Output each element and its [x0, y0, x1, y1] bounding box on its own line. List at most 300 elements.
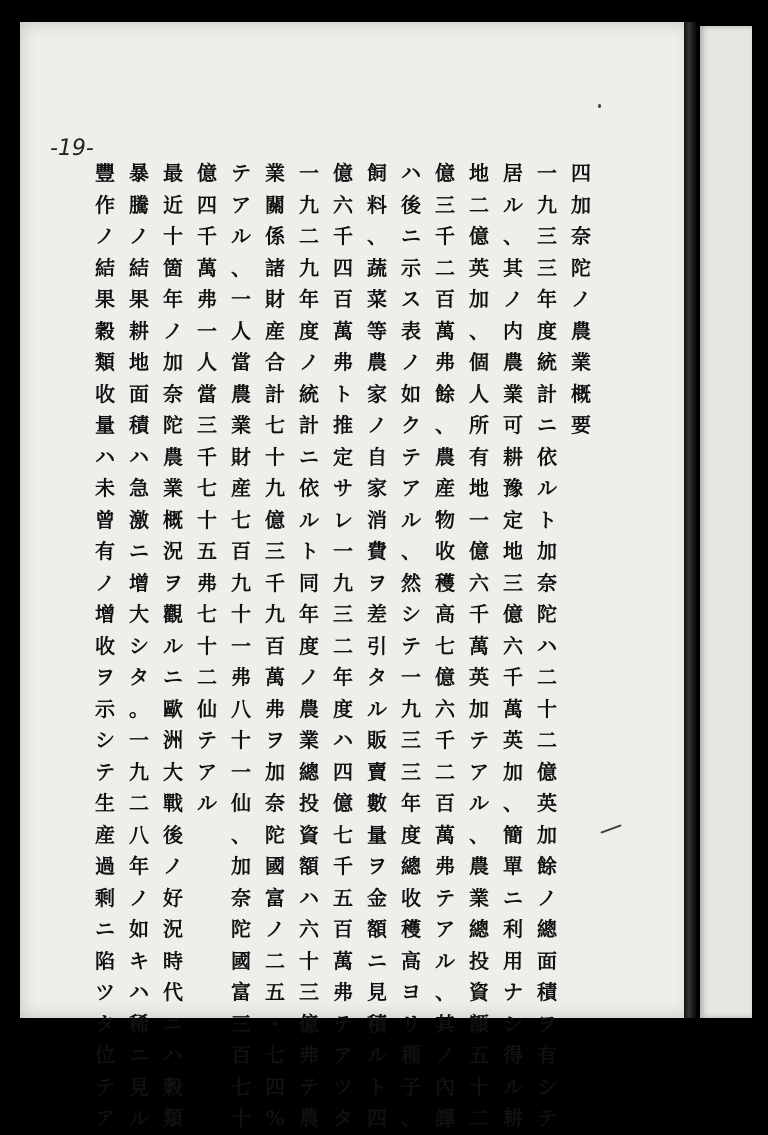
glyph: 三: [265, 539, 285, 563]
glyph: 年: [299, 287, 319, 311]
glyph: 示: [401, 255, 421, 280]
glyph: 陀: [571, 255, 591, 280]
glyph: 總: [537, 917, 557, 941]
glyph: 過: [95, 854, 115, 878]
glyph: 加: [163, 350, 183, 374]
glyph: 、: [231, 822, 251, 847]
glyph: 資: [299, 822, 319, 847]
glyph: 依: [537, 444, 557, 469]
glyph: 總: [469, 917, 489, 941]
glyph: 定: [333, 444, 353, 469]
glyph: 萬: [435, 822, 455, 847]
glyph: テ: [333, 1011, 353, 1036]
glyph: 四: [367, 1106, 387, 1130]
glyph: 有: [95, 539, 115, 563]
glyph: ノ: [571, 287, 591, 311]
glyph: 百: [435, 791, 455, 815]
glyph: 九: [401, 696, 421, 721]
glyph: 四: [333, 255, 353, 280]
glyph: 穫: [401, 917, 421, 941]
glyph: ト: [537, 507, 557, 532]
glyph: 量: [367, 822, 387, 847]
glyph: 暴: [129, 161, 149, 185]
glyph: 千: [435, 224, 455, 248]
glyph: 億: [435, 161, 455, 185]
glyph: ハ: [299, 885, 319, 910]
glyph: 五: [265, 980, 285, 1004]
glyph: 額: [469, 1011, 489, 1036]
glyph: 九: [129, 759, 149, 784]
glyph: 業: [231, 413, 251, 437]
glyph: 千: [197, 224, 217, 248]
glyph: 一: [299, 161, 319, 185]
glyph: 簡: [503, 822, 523, 847]
glyph: 業: [503, 381, 523, 406]
glyph: 度: [333, 696, 353, 721]
glyph: テ: [537, 1106, 557, 1130]
glyph: 收: [401, 885, 421, 910]
glyph: 如: [401, 381, 421, 406]
glyph: 好: [163, 885, 183, 910]
glyph: 農: [469, 854, 489, 878]
glyph: 人: [469, 381, 489, 406]
glyph: 概: [163, 507, 183, 532]
glyph: 居: [503, 161, 523, 185]
glyph: シ: [537, 1074, 557, 1099]
glyph: 二: [265, 948, 285, 973]
glyph: 七: [333, 822, 353, 847]
glyph: 三: [197, 413, 217, 437]
glyph: 、: [367, 224, 387, 248]
glyph: 千: [265, 570, 285, 595]
glyph: 業: [265, 161, 285, 185]
glyph: 果: [95, 287, 115, 311]
glyph: 結: [95, 255, 115, 280]
glyph: 國: [265, 854, 285, 878]
glyph: ノ: [129, 224, 149, 248]
glyph: 地: [129, 350, 149, 374]
glyph: 加: [537, 822, 557, 847]
glyph: 仙: [231, 791, 251, 815]
glyph: 二: [469, 1106, 489, 1130]
glyph: ク: [401, 413, 421, 437]
glyph: 家: [367, 476, 387, 500]
glyph: 業: [299, 728, 319, 752]
glyph: 最: [163, 161, 183, 185]
glyph: 弗: [435, 350, 455, 374]
glyph: 同: [299, 570, 319, 595]
glyph: 農: [163, 444, 183, 469]
glyph: 三: [537, 255, 557, 280]
glyph: 度: [299, 633, 319, 658]
glyph: 千: [197, 444, 217, 469]
glyph: 等: [367, 318, 387, 343]
glyph: ス: [401, 287, 421, 311]
glyph: 九: [537, 192, 557, 217]
glyph: 九: [299, 255, 319, 280]
glyph: 弗: [333, 350, 353, 374]
glyph: 積: [367, 1011, 387, 1036]
glyph: ア: [469, 759, 489, 784]
glyph: 業: [469, 885, 489, 910]
glyph: ハ: [129, 980, 149, 1004]
glyph: 有: [469, 444, 489, 469]
glyph: 弗: [265, 696, 285, 721]
glyph: 萬: [197, 255, 217, 280]
glyph: テ: [401, 633, 421, 658]
glyph: 億: [265, 507, 285, 532]
glyph: 、: [503, 224, 523, 248]
glyph: 示: [95, 696, 115, 721]
glyph: キ: [129, 948, 149, 973]
glyph: シ: [129, 633, 149, 658]
glyph: 況: [163, 917, 183, 941]
glyph: テ: [95, 759, 115, 784]
glyph: 豫: [503, 476, 523, 500]
glyph: 用: [503, 948, 523, 973]
glyph: 譯: [435, 1106, 455, 1130]
glyph: 額: [367, 917, 387, 941]
glyph: 一: [231, 633, 251, 658]
glyph: 農: [367, 350, 387, 374]
glyph: 億: [469, 539, 489, 563]
glyph: ル: [469, 791, 489, 815]
glyph: 農: [299, 696, 319, 721]
glyph: 其: [503, 255, 523, 280]
glyph: ル: [503, 1074, 523, 1099]
glyph: 類: [163, 1106, 183, 1130]
glyph: 概: [571, 381, 591, 406]
glyph: ル: [299, 507, 319, 532]
glyph: 未: [95, 476, 115, 500]
glyph: 千: [503, 665, 523, 689]
glyph: 一: [129, 728, 149, 752]
glyph: 六: [469, 570, 489, 595]
glyph: ハ: [333, 728, 353, 752]
glyph: 加: [469, 696, 489, 721]
glyph: 年: [163, 287, 183, 311]
glyph: タ: [129, 665, 149, 689]
glyph: ヲ: [265, 728, 285, 752]
glyph: 地: [469, 161, 489, 185]
glyph: 積: [129, 413, 149, 437]
glyph: 依: [299, 476, 319, 500]
glyph: 奈: [163, 381, 183, 406]
text-column: [226, 158, 256, 1135]
glyph: 億: [299, 1011, 319, 1036]
glyph: 加: [231, 854, 251, 878]
glyph: 陷: [95, 948, 115, 973]
ink-speck: [598, 104, 601, 108]
text-column: [260, 158, 290, 1135]
glyph: 二: [299, 224, 319, 248]
glyph: ト: [333, 381, 353, 406]
glyph: 財: [231, 444, 251, 469]
glyph: ツ: [95, 980, 115, 1004]
glyph: 英: [469, 255, 489, 280]
glyph: ノ: [129, 885, 149, 910]
glyph: 億: [333, 161, 353, 185]
text-column: [328, 158, 358, 1135]
glyph: 觀: [163, 602, 183, 626]
glyph: 統: [299, 381, 319, 406]
glyph: 騰: [129, 192, 149, 217]
glyph: 九: [333, 570, 353, 595]
glyph: シ: [503, 1011, 523, 1036]
glyph: ニ: [537, 413, 557, 437]
glyph: タ: [333, 1106, 353, 1130]
glyph: 量: [95, 413, 115, 437]
glyph: ア: [333, 1043, 353, 1067]
glyph: 七: [435, 633, 455, 658]
glyph: 年: [401, 791, 421, 815]
glyph: ニ: [129, 1043, 149, 1067]
glyph: 十: [265, 444, 285, 469]
glyph: 國: [231, 948, 251, 973]
text-column: [192, 158, 222, 820]
glyph: 果: [129, 287, 149, 311]
glyph: ル: [129, 1106, 149, 1130]
glyph: 英: [469, 665, 489, 689]
glyph: 年: [333, 665, 353, 689]
glyph: ル: [503, 192, 523, 217]
glyph: 二: [129, 791, 149, 815]
glyph: 耕: [129, 318, 149, 343]
glyph: 見: [367, 980, 387, 1004]
glyph: 係: [265, 224, 285, 248]
glyph: リ: [401, 1011, 421, 1036]
glyph: タ: [95, 1011, 115, 1036]
glyph: ニ: [95, 917, 115, 941]
book-spine: [684, 22, 696, 1018]
glyph: 大: [163, 759, 183, 784]
glyph: 加: [469, 287, 489, 311]
glyph: 耕: [503, 1106, 523, 1130]
glyph: ノ: [265, 917, 285, 941]
glyph: 八: [129, 822, 149, 847]
glyph: 投: [469, 948, 489, 973]
glyph: 奈: [537, 570, 557, 595]
glyph: 定: [503, 507, 523, 532]
glyph: 生: [95, 791, 115, 815]
glyph: 計: [265, 381, 285, 406]
glyph: 産: [435, 476, 455, 500]
glyph: 十: [299, 948, 319, 973]
glyph: 年: [129, 854, 149, 878]
glyph: 當: [197, 381, 217, 406]
glyph: 地: [503, 539, 523, 563]
glyph: 洲: [163, 728, 183, 752]
glyph: 産: [265, 318, 285, 343]
glyph: 總: [299, 759, 319, 784]
glyph: 億: [537, 759, 557, 784]
glyph: ノ: [95, 570, 115, 595]
glyph: 表: [401, 318, 421, 343]
glyph: レ: [333, 507, 353, 532]
text-column: [532, 158, 562, 1135]
glyph: 五: [469, 1043, 489, 1067]
glyph: 弗: [435, 854, 455, 878]
glyph: ヲ: [367, 854, 387, 878]
glyph: 、: [469, 318, 489, 343]
glyph: 、: [435, 413, 455, 437]
glyph: ニ: [401, 224, 421, 248]
glyph: 曾: [95, 507, 115, 532]
glyph: 百: [231, 539, 251, 563]
glyph: ル: [163, 633, 183, 658]
text-column: [124, 158, 154, 1135]
glyph: 種: [401, 1043, 421, 1067]
glyph: 諸: [265, 255, 285, 280]
glyph: 年: [299, 602, 319, 626]
glyph: 八: [231, 696, 251, 721]
glyph: 度: [299, 318, 319, 343]
glyph: 二: [197, 665, 217, 689]
glyph: 一: [231, 287, 251, 311]
glyph: 千: [333, 224, 353, 248]
glyph: 面: [537, 948, 557, 973]
glyph: 萬: [435, 318, 455, 343]
glyph: 剩: [95, 885, 115, 910]
glyph: 三: [231, 1011, 251, 1036]
glyph: 陀: [537, 602, 557, 626]
glyph: 農: [571, 318, 591, 343]
glyph: 如: [129, 917, 149, 941]
glyph: ノ: [163, 854, 183, 878]
glyph: 九: [299, 192, 319, 217]
glyph: 穫: [435, 570, 455, 595]
glyph: ノ: [95, 224, 115, 248]
glyph: 農: [231, 381, 251, 406]
glyph: 大: [129, 602, 149, 626]
glyph: 仙: [197, 696, 217, 721]
glyph: 加: [571, 192, 591, 217]
glyph: ハ: [537, 633, 557, 658]
glyph: 時: [163, 948, 183, 973]
glyph: 、: [231, 255, 251, 280]
glyph: 五: [333, 885, 353, 910]
glyph: ノ: [367, 413, 387, 437]
glyph: 財: [265, 287, 285, 311]
glyph: 激: [129, 507, 149, 532]
glyph: ア: [435, 917, 455, 941]
glyph: 四: [197, 192, 217, 217]
glyph: 見: [129, 1074, 149, 1099]
glyph: 近: [163, 192, 183, 217]
glyph: 、: [469, 822, 489, 847]
glyph: 要: [571, 413, 591, 437]
glyph: 高: [401, 948, 421, 973]
text-column: [158, 158, 188, 1135]
glyph: 一: [537, 161, 557, 185]
glyph: テ: [469, 728, 489, 752]
glyph: 奈: [231, 885, 251, 910]
glyph: ノ: [435, 1043, 455, 1067]
glyph: 料: [367, 192, 387, 217]
glyph: 十: [231, 728, 251, 752]
glyph: ノ: [299, 665, 319, 689]
glyph: ア: [401, 476, 421, 500]
glyph: ト: [367, 1074, 387, 1099]
glyph: 四: [333, 759, 353, 784]
glyph: 九: [265, 602, 285, 626]
glyph: テ: [435, 885, 455, 910]
glyph: 戰: [163, 791, 183, 815]
glyph: 九: [231, 570, 251, 595]
glyph: 萬: [503, 696, 523, 721]
glyph: 十: [231, 602, 251, 626]
glyph: 百: [333, 917, 353, 941]
glyph: 三: [503, 570, 523, 595]
glyph: ヲ: [537, 1011, 557, 1036]
glyph: 六: [333, 192, 353, 217]
glyph: 有: [537, 1043, 557, 1067]
glyph: 費: [367, 539, 387, 563]
glyph: 得: [503, 1043, 523, 1067]
glyph: 七: [265, 413, 285, 437]
glyph: 然: [401, 570, 421, 595]
glyph: 内: [503, 318, 523, 343]
glyph: 度: [537, 318, 557, 343]
glyph: 産: [231, 476, 251, 500]
section-heading: [566, 158, 596, 442]
glyph: ル: [367, 696, 387, 721]
glyph: 億: [333, 791, 353, 815]
glyph: ハ: [129, 444, 149, 469]
glyph: 萬: [469, 633, 489, 658]
glyph: 關: [265, 192, 285, 217]
glyph: 賣: [367, 759, 387, 784]
glyph: 二: [435, 255, 455, 280]
glyph: 收: [95, 381, 115, 406]
glyph: 餘: [537, 854, 557, 878]
glyph: 百: [265, 633, 285, 658]
glyph: 人: [197, 350, 217, 374]
glyph: 富: [231, 980, 251, 1004]
glyph: 二: [469, 192, 489, 217]
glyph: 稀: [129, 1011, 149, 1036]
glyph: 百: [435, 287, 455, 311]
glyph: %: [265, 1106, 285, 1130]
glyph: 陀: [163, 413, 183, 437]
glyph: 後: [163, 822, 183, 847]
text-column: [396, 158, 426, 1135]
glyph: 家: [367, 381, 387, 406]
glyph: 代: [163, 980, 183, 1004]
glyph: 穀: [163, 1074, 183, 1099]
glyph: 內: [435, 1074, 455, 1099]
glyph: 三: [333, 602, 353, 626]
glyph: 弗: [197, 287, 217, 311]
glyph: ア: [231, 192, 251, 217]
glyph: テ: [231, 161, 251, 185]
glyph: ・: [265, 1011, 285, 1036]
glyph: ト: [299, 539, 319, 563]
glyph: 金: [367, 885, 387, 910]
glyph: ル: [367, 1043, 387, 1067]
glyph: 差: [367, 602, 387, 626]
glyph: 七: [197, 602, 217, 626]
glyph: ニ: [503, 885, 523, 910]
glyph: ナ: [503, 980, 523, 1004]
glyph: 億: [197, 161, 217, 185]
glyph: 三: [299, 980, 319, 1004]
glyph: ヲ: [95, 665, 115, 689]
glyph: 自: [367, 444, 387, 469]
glyph: 豐: [95, 161, 115, 185]
glyph: 二: [537, 728, 557, 752]
vertical-text-body: [66, 158, 596, 1130]
